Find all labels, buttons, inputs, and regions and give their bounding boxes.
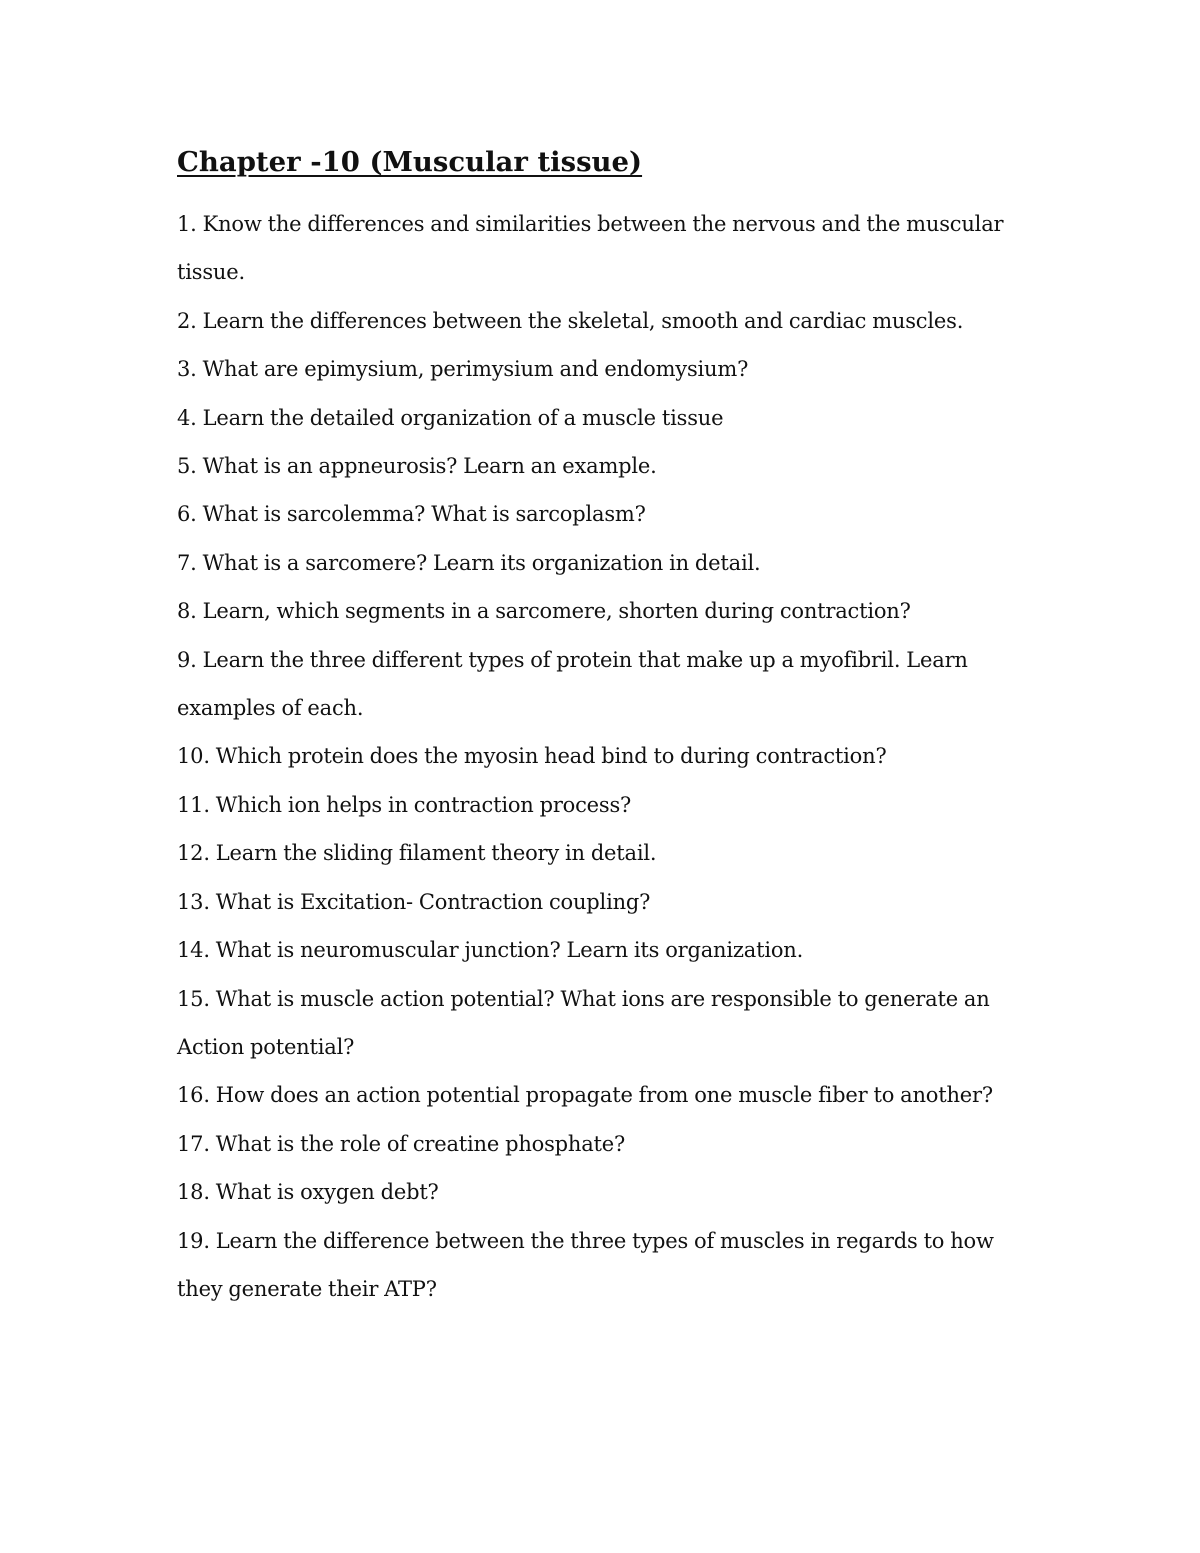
question-item: 13. What is Excitation- Contraction coupling? [177,889,651,914]
question-item: 3. What are epimysium, perimysium and endomysium? [177,357,749,382]
page-title: Chapter -10 (Muscular tissue) [177,146,643,178]
question-item: 8. Learn, which segments in a sarcomere, shorten during contraction? [177,599,911,624]
question-list [177,200,1027,1313]
question-item: 6. What is sarcolemma? What is sarcoplasm? [177,502,646,527]
question-item: 11. Which ion helps in contraction process? [177,792,632,817]
document-body [177,140,1027,1313]
question-item: 17. What is the role of creatine phosphate? [177,1131,626,1156]
question-item: 5. What is an appneurosis? Learn an example. [177,454,657,479]
question-item: 1. Know the differences and similarities between the nervous and the muscular tissue. [177,212,1004,285]
question-item: 16. How does an action potential propagate from one muscle fiber to another? [177,1083,993,1108]
question-item: 19. Learn the difference between the three types of muscles in regards to how they generate their ATP? [177,1228,994,1301]
question-item: 10. Which protein does the myosin head bind to during contraction? [177,744,887,769]
question-item: 14. What is neuromuscular junction? Learn its organization. [177,938,804,963]
question-item: 7. What is a sarcomere? Learn its organization in detail. [177,550,761,575]
question-item: 2. Learn the differences between the skeletal, smooth and cardiac muscles. [177,308,964,333]
question-item: 18. What is oxygen debt? [177,1180,439,1205]
question-item: 4. Learn the detailed organization of a muscle tissue [177,405,724,430]
question-item: 9. Learn the three different types of protein that make up a myofibril. Learn examples of each. [177,647,968,721]
question-item: 15. What is muscle action potential? What ions are responsible to generate an Action potential? [177,986,990,1059]
question-item: 12. Learn the sliding filament theory in detail. [177,841,657,866]
